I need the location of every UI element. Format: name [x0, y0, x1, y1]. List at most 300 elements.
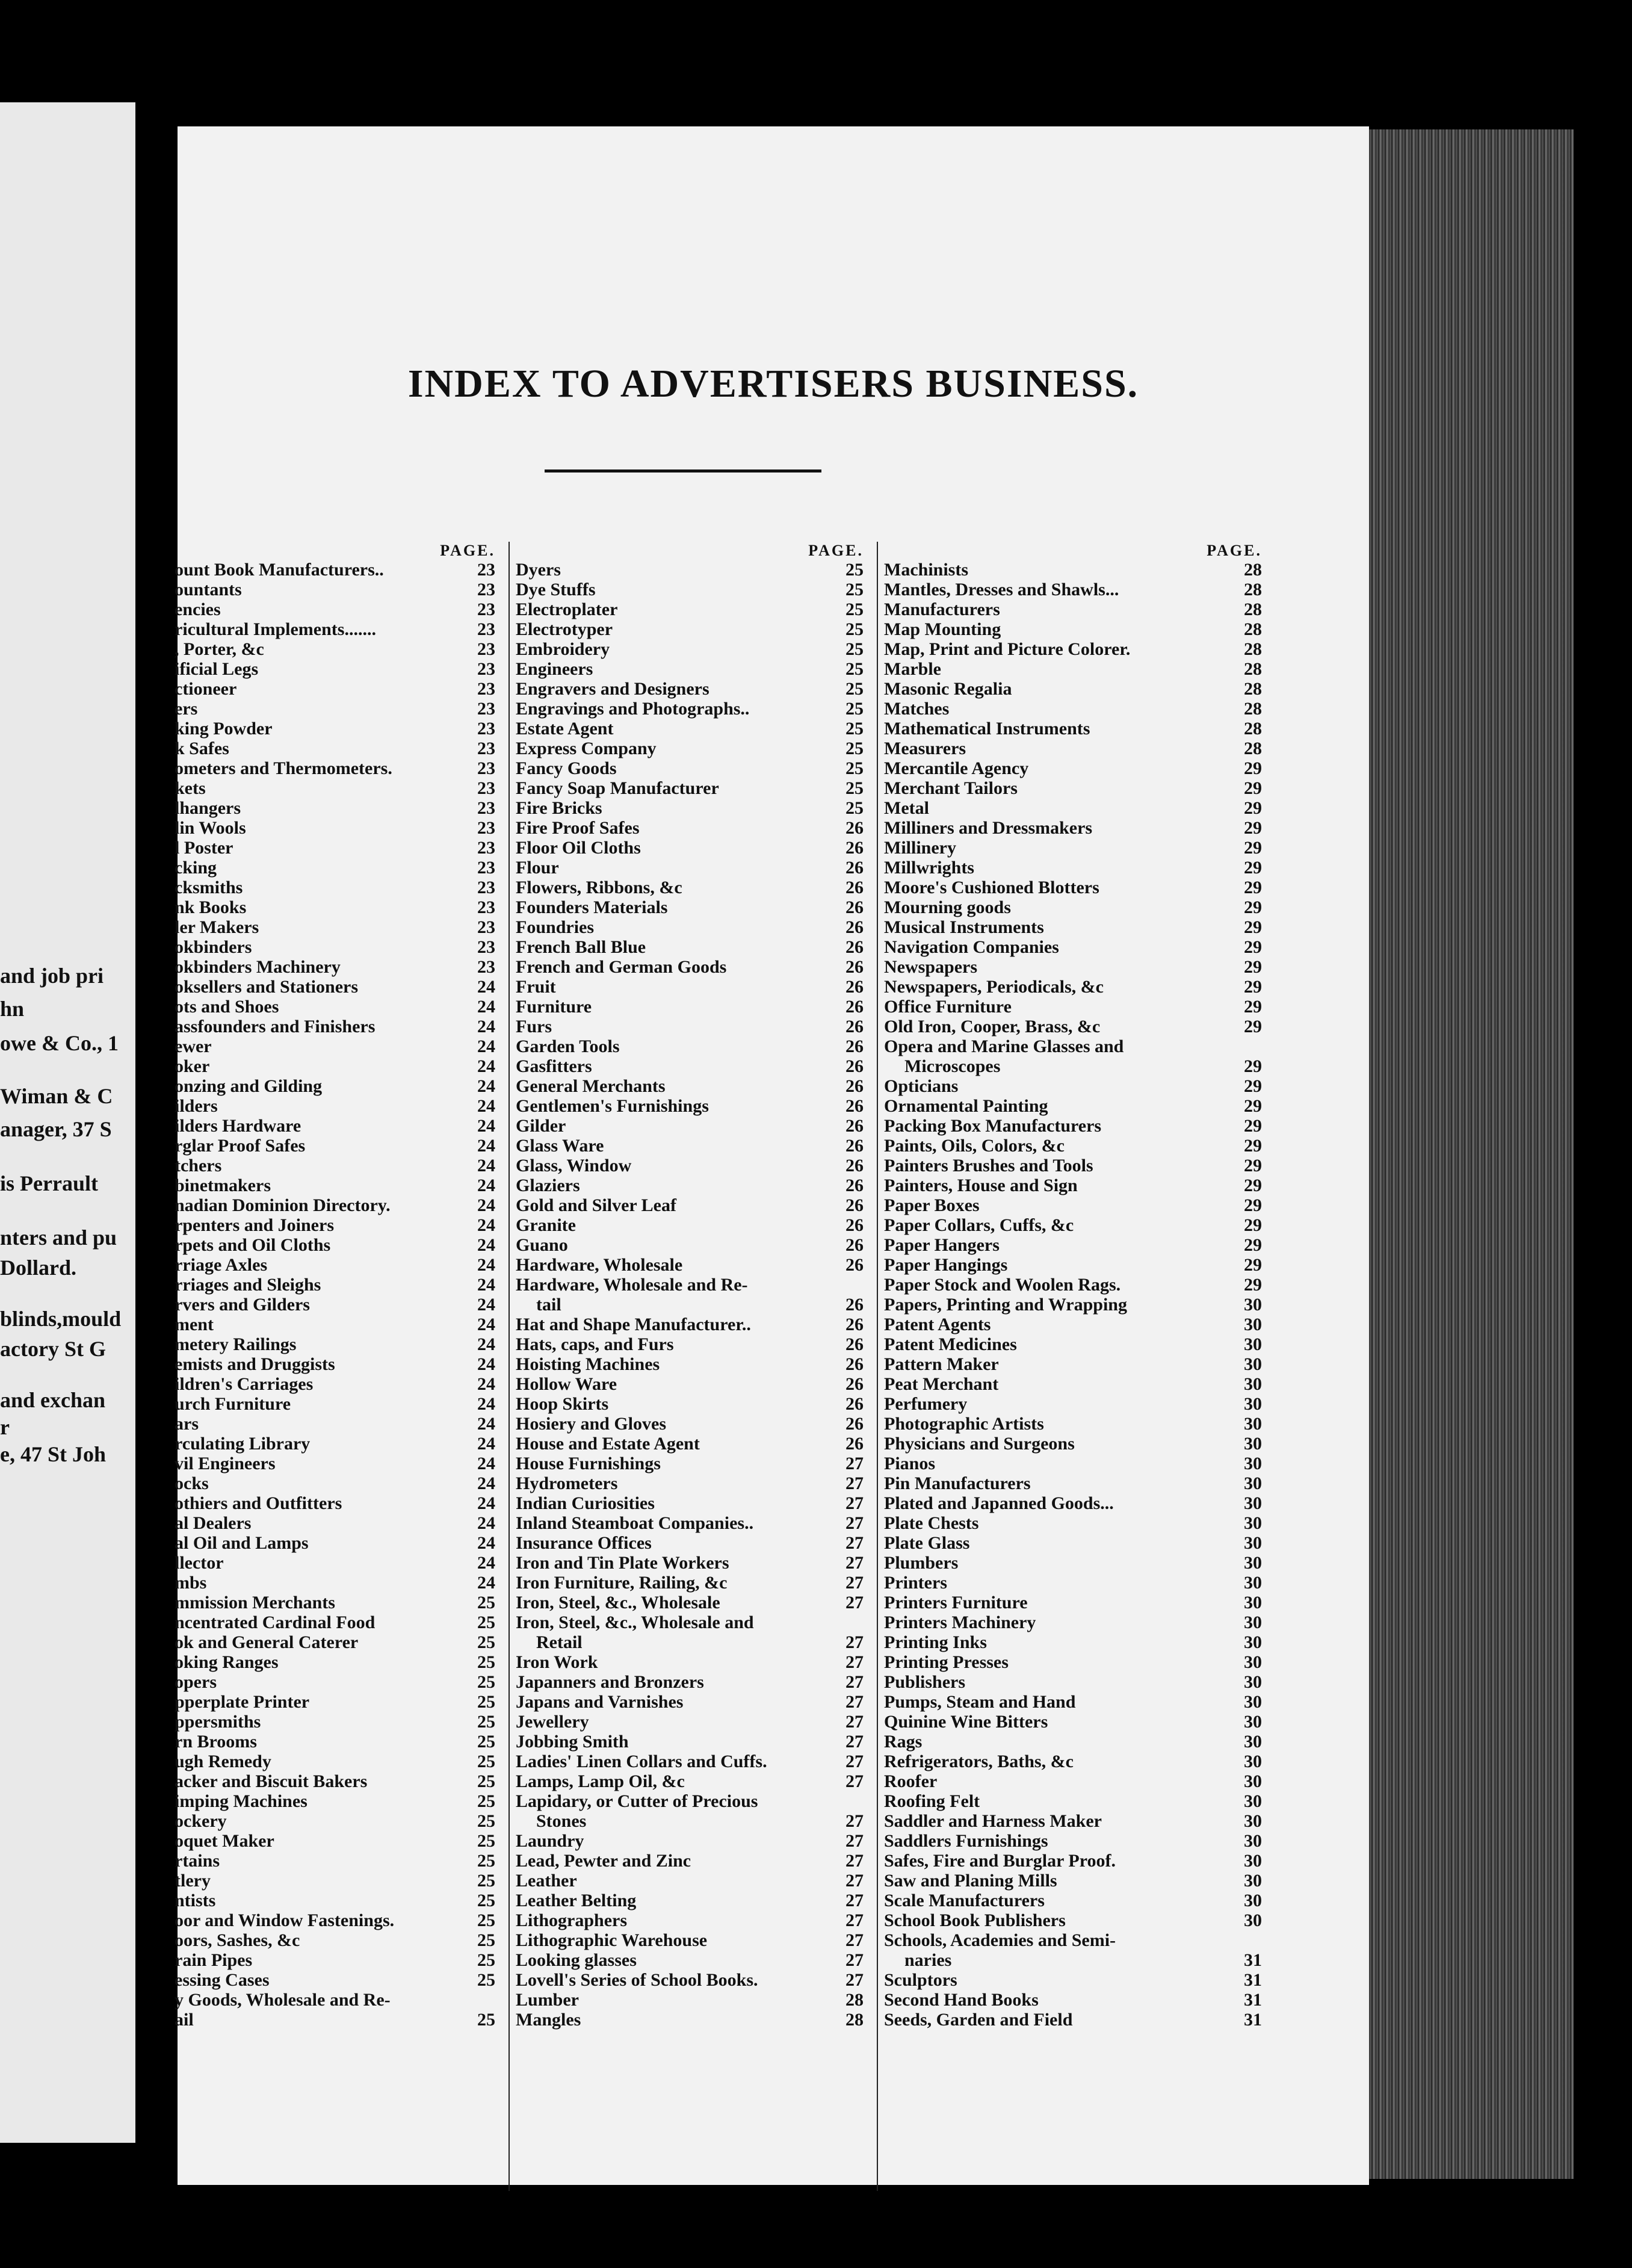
- entry-page-number: 26: [845, 897, 864, 917]
- entry-name: Hoisting Machines: [516, 1354, 660, 1374]
- entry-name: ctioneer: [175, 679, 237, 699]
- index-entry: [175, 977, 496, 997]
- index-entry: [510, 1910, 865, 1930]
- entry-name: rculating Library: [175, 1434, 311, 1454]
- entry-page-number: 29: [1244, 818, 1262, 838]
- entry-name: Fruit: [516, 977, 556, 997]
- entry-page-number: 28: [845, 2010, 864, 2030]
- index-entry: [878, 1652, 1263, 1672]
- entry-page-number: 24: [477, 1513, 495, 1533]
- entry-page-number: 26: [845, 997, 864, 1017]
- entry-name: l Poster: [175, 838, 233, 858]
- left-page-text-fragment: and exchan: [0, 1388, 106, 1412]
- index-entry: [878, 1990, 1263, 2010]
- index-entry: [878, 1950, 1263, 1970]
- entry-name: ugh Remedy: [175, 1752, 271, 1771]
- entry-name: ildren's Carriages: [175, 1374, 314, 1394]
- entry-page-number: 24: [477, 1374, 495, 1394]
- entry-name: Dye Stuffs: [516, 580, 596, 600]
- entry-page-number: 30: [1244, 1473, 1262, 1493]
- entry-name: Musical Instruments: [884, 917, 1044, 937]
- entry-name: lin Wools: [175, 818, 246, 838]
- entry-name: ots and Shoes: [175, 997, 279, 1017]
- entry-name: assfounders and Finishers: [175, 1017, 376, 1036]
- entry-page-number: 27: [845, 1672, 864, 1692]
- entry-name: Masonic Regalia: [884, 679, 1012, 699]
- entry-name: Insurance Offices: [516, 1533, 652, 1553]
- entry-page-number: 25: [477, 1871, 495, 1891]
- entry-name: School Book Publishers: [884, 1910, 1066, 1930]
- entry-page-number: 30: [1244, 1593, 1262, 1613]
- index-entry: [510, 1831, 865, 1851]
- index-entry: [510, 1791, 865, 1811]
- entry-page-number: 31: [1244, 1990, 1262, 2010]
- index-entry: [878, 1235, 1263, 1255]
- entry-page-number: 23: [477, 619, 495, 639]
- entry-name: Furniture: [516, 997, 592, 1017]
- entry-page-number: 26: [845, 838, 864, 858]
- index-entry: [878, 1910, 1263, 1930]
- index-entry: [175, 1374, 496, 1394]
- entry-name: Millwrights: [884, 858, 974, 878]
- entry-page-number: 28: [1244, 739, 1262, 758]
- entry-name: Patent Medicines: [884, 1334, 1017, 1354]
- index-entry: [175, 1871, 496, 1891]
- entry-name: Japans and Varnishes: [516, 1692, 684, 1712]
- index-entry: [878, 1672, 1263, 1692]
- entry-name: ocks: [175, 1473, 209, 1493]
- index-entry: [175, 1811, 496, 1831]
- entry-name: , Porter, &c: [175, 639, 264, 659]
- entry-name: Hoop Skirts: [516, 1394, 609, 1414]
- entry-page-number: 30: [1244, 1791, 1262, 1811]
- index-entry: [175, 957, 496, 977]
- left-page-text-fragment: actory St G: [0, 1337, 106, 1361]
- entry-name: Printing Presses: [884, 1652, 1009, 1672]
- entry-name: Ladies' Linen Collars and Cuffs.: [516, 1752, 767, 1771]
- entry-name: nadian Dominion Directory.: [175, 1195, 391, 1215]
- entry-page-number: 24: [477, 1056, 495, 1076]
- index-entry: [510, 1255, 865, 1275]
- entry-page-number: 30: [1244, 1632, 1262, 1652]
- entry-name: Electroplater: [516, 600, 618, 619]
- entry-page-number: 24: [477, 1017, 495, 1036]
- entry-name: binetmakers: [175, 1176, 271, 1195]
- index-entry: [175, 1950, 496, 1970]
- entry-name: General Merchants: [516, 1076, 666, 1096]
- entry-name: Iron, Steel, &c., Wholesale: [516, 1593, 720, 1613]
- index-entry: [510, 1156, 865, 1176]
- entry-page-number: 23: [477, 600, 495, 619]
- entry-name: Marble: [884, 659, 941, 679]
- index-entry: [878, 1176, 1263, 1195]
- index-entry: [878, 1553, 1263, 1573]
- entry-name: Fancy Soap Manufacturer: [516, 778, 719, 798]
- entry-page-number: 29: [1244, 1076, 1262, 1096]
- index-entry: [510, 1493, 865, 1513]
- entry-name: House and Estate Agent: [516, 1434, 700, 1454]
- index-entry: [510, 1096, 865, 1116]
- index-entry: [510, 997, 865, 1017]
- index-entry: [510, 1851, 865, 1871]
- entry-name: French Ball Blue: [516, 937, 646, 957]
- entry-name: naries: [904, 1950, 952, 1970]
- entry-page-number: 23: [477, 758, 495, 778]
- entry-page-number: 26: [845, 1394, 864, 1414]
- left-page-fragment: [0, 102, 135, 2143]
- index-entry: [510, 1771, 865, 1791]
- entry-page-number: 30: [1244, 1871, 1262, 1891]
- entry-page-number: 29: [1244, 1176, 1262, 1195]
- entry-name: llector: [175, 1553, 224, 1573]
- entry-name: Printers Furniture: [884, 1593, 1028, 1613]
- entry-page-number: 28: [1244, 699, 1262, 719]
- entry-page-number: 30: [1244, 1374, 1262, 1394]
- entry-page-number: 27: [845, 1752, 864, 1771]
- index-entry: [175, 1513, 496, 1533]
- entry-page-number: 25: [845, 619, 864, 639]
- index-entry: [175, 1493, 496, 1513]
- entry-page-number: 29: [1244, 1056, 1262, 1076]
- index-entry: [175, 619, 496, 639]
- entry-name: Merchant Tailors: [884, 778, 1018, 798]
- entry-page-number: 26: [845, 1076, 864, 1096]
- index-entry: [878, 818, 1263, 838]
- entry-page-number: 29: [1244, 838, 1262, 858]
- entry-page-number: 25: [477, 1593, 495, 1613]
- index-entry: [175, 600, 496, 619]
- entry-name: ricultural Implements.......: [175, 619, 376, 639]
- entry-page-number: 26: [845, 1434, 864, 1454]
- entry-name: Papers, Printing and Wrapping: [884, 1295, 1127, 1315]
- entry-name: Paper Boxes: [884, 1195, 980, 1215]
- left-page-text-fragment: anager, 37 S: [0, 1117, 112, 1141]
- entry-name: Embroidery: [516, 639, 610, 659]
- index-entry: [878, 699, 1263, 719]
- entry-page-number: 24: [477, 997, 495, 1017]
- left-page-text-fragment: is Perrault: [0, 1171, 98, 1195]
- entry-name: mmission Merchants: [175, 1593, 335, 1613]
- index-entry: [510, 1334, 865, 1354]
- index-entry: [878, 1195, 1263, 1215]
- entry-page-number: 28: [1244, 560, 1262, 580]
- entry-name: Measurers: [884, 739, 966, 758]
- index-entry: [175, 1156, 496, 1176]
- entry-name: tail: [536, 1295, 561, 1315]
- entry-name: Leather Belting: [516, 1891, 637, 1910]
- index-entry: [510, 1712, 865, 1732]
- index-entry: [878, 957, 1263, 977]
- index-entry: [175, 917, 496, 937]
- index-entry: [175, 1831, 496, 1851]
- index-entry: [510, 1930, 865, 1950]
- entry-name: okbinders Machinery: [175, 957, 341, 977]
- entry-page-number: 23: [477, 917, 495, 937]
- entry-name: Flowers, Ribbons, &c: [516, 878, 682, 897]
- index-entry: [510, 560, 865, 580]
- index-entry: [510, 600, 865, 619]
- entry-page-number: 27: [845, 1573, 864, 1593]
- entry-name: Iron and Tin Plate Workers: [516, 1553, 729, 1573]
- index-entry: [510, 699, 865, 719]
- book-page-edges: [1369, 129, 1574, 2179]
- index-entry: [175, 1017, 496, 1036]
- entry-page-number: 26: [845, 818, 864, 838]
- entry-page-number: 31: [1244, 1970, 1262, 1990]
- index-entry: [878, 1811, 1263, 1831]
- entry-page-number: 30: [1244, 1692, 1262, 1712]
- entry-name: Jewellery: [516, 1712, 589, 1732]
- entry-page-number: 25: [477, 1771, 495, 1791]
- entry-name: Millinery: [884, 838, 956, 858]
- index-entry: [175, 1116, 496, 1136]
- entry-page-number: 30: [1244, 1613, 1262, 1632]
- entry-name: nk Books: [175, 897, 247, 917]
- entry-page-number: 30: [1244, 1712, 1262, 1732]
- entry-page-number: 28: [1244, 619, 1262, 639]
- entry-page-number: 29: [1244, 1275, 1262, 1295]
- entry-page-number: 24: [477, 1414, 495, 1434]
- entry-page-number: 24: [477, 1215, 495, 1235]
- entry-name: al Oil and Lamps: [175, 1533, 309, 1553]
- entry-name: Iron Furniture, Railing, &c: [516, 1573, 728, 1593]
- entry-name: rpenters and Joiners: [175, 1215, 334, 1235]
- index-entry: [175, 1076, 496, 1096]
- index-entry: [878, 600, 1263, 619]
- entry-page-number: 24: [477, 1334, 495, 1354]
- index-entry: [510, 1553, 865, 1573]
- entry-name: Guano: [516, 1235, 568, 1255]
- index-entry: [878, 1473, 1263, 1493]
- entry-name: Lumber: [516, 1990, 579, 2010]
- entry-page-number: 24: [477, 1136, 495, 1156]
- entry-name: Packing Box Manufacturers: [884, 1116, 1102, 1136]
- entry-page-number: 26: [845, 1195, 864, 1215]
- entry-name: Electrotyper: [516, 619, 613, 639]
- entry-page-number: 23: [477, 739, 495, 758]
- entry-name: Estate Agent: [516, 719, 614, 739]
- index-entry: [510, 679, 865, 699]
- index-entry: [175, 937, 496, 957]
- entry-name: Glass, Window: [516, 1156, 632, 1176]
- index-entry: [510, 798, 865, 818]
- entry-name: Flour: [516, 858, 559, 878]
- index-entry: [510, 1593, 865, 1613]
- entry-name: Lovell's Series of School Books.: [516, 1970, 758, 1990]
- entry-name: tchers: [175, 1156, 222, 1176]
- entry-page-number: 29: [1244, 798, 1262, 818]
- index-entry: [878, 997, 1263, 1017]
- entry-name: Mantles, Dresses and Shawls...: [884, 580, 1119, 600]
- index-entry: [175, 997, 496, 1017]
- entry-name: Foundries: [516, 917, 595, 937]
- index-entry: [175, 798, 496, 818]
- entry-name: Express Company: [516, 739, 657, 758]
- index-entry: [175, 818, 496, 838]
- index-entry: [878, 580, 1263, 600]
- entry-name: Matches: [884, 699, 950, 719]
- entry-page-number: 27: [845, 1732, 864, 1752]
- index-column-1: [175, 542, 496, 2191]
- entry-page-number: 26: [845, 957, 864, 977]
- entry-page-number: 25: [845, 699, 864, 719]
- index-entry: [510, 1613, 865, 1632]
- index-entry: [878, 1930, 1263, 1950]
- index-entry: [175, 639, 496, 659]
- index-entry: [175, 1990, 496, 2010]
- title-rule: [545, 469, 821, 472]
- entry-name: Paper Hangings: [884, 1255, 1008, 1275]
- entry-page-number: 25: [477, 1851, 495, 1871]
- entry-name: Navigation Companies: [884, 937, 1059, 957]
- entry-name: Microscopes: [904, 1056, 1001, 1076]
- index-entry: [878, 1632, 1263, 1652]
- entry-page-number: 25: [477, 1613, 495, 1632]
- index-entry: [510, 1235, 865, 1255]
- index-entry: [510, 778, 865, 798]
- index-entry: [175, 1414, 496, 1434]
- entry-page-number: 30: [1244, 1553, 1262, 1573]
- index-entry: [878, 639, 1263, 659]
- index-entry: [510, 1533, 865, 1553]
- index-entry: [510, 917, 865, 937]
- entry-page-number: 24: [477, 1434, 495, 1454]
- entry-page-number: 29: [1244, 897, 1262, 917]
- entry-name: Mangles: [516, 2010, 581, 2030]
- index-entry: [878, 719, 1263, 739]
- index-entry: [510, 897, 865, 917]
- index-entry: [878, 1354, 1263, 1374]
- index-entry: [878, 619, 1263, 639]
- entry-name: ail: [175, 2010, 194, 2030]
- entry-name: cking: [175, 858, 217, 878]
- index-entry: [175, 1891, 496, 1910]
- entry-name: pperplate Printer: [175, 1692, 310, 1712]
- index-entry: [175, 699, 496, 719]
- index-entry: [878, 659, 1263, 679]
- entry-page-number: 23: [477, 659, 495, 679]
- index-entry: [510, 1036, 865, 1056]
- entry-name: Paper Collars, Cuffs, &c: [884, 1215, 1074, 1235]
- index-entry: [878, 1315, 1263, 1334]
- entry-name: Garden Tools: [516, 1036, 620, 1056]
- entry-name: oksellers and Stationers: [175, 977, 359, 997]
- entry-page-number: 24: [477, 1354, 495, 1374]
- entry-page-number: 23: [477, 719, 495, 739]
- index-entry: [175, 679, 496, 699]
- index-entry: [510, 957, 865, 977]
- entry-name: Glaziers: [516, 1176, 580, 1195]
- index-entry: [510, 878, 865, 897]
- entry-name: Map, Print and Picture Colorer.: [884, 639, 1131, 659]
- entry-name: Gentlemen's Furnishings: [516, 1096, 709, 1116]
- entry-page-number: 24: [477, 1176, 495, 1195]
- index-entry: [878, 1891, 1263, 1910]
- index-entry: [510, 1374, 865, 1394]
- entry-page-number: 30: [1244, 1394, 1262, 1414]
- entry-page-number: 30: [1244, 1811, 1262, 1831]
- entry-name: cksmiths: [175, 878, 243, 897]
- entry-name: Opticians: [884, 1076, 959, 1096]
- entry-name: ler Makers: [175, 917, 259, 937]
- entry-name: Photographic Artists: [884, 1414, 1044, 1434]
- index-entry: [878, 1076, 1263, 1096]
- entry-name: House Furnishings: [516, 1454, 661, 1473]
- index-entry: [175, 758, 496, 778]
- entry-page-number: 30: [1244, 1513, 1262, 1533]
- entry-page-number: 26: [845, 917, 864, 937]
- entry-name: ewer: [175, 1036, 212, 1056]
- index-entry: [878, 1434, 1263, 1454]
- entry-page-number: 25: [845, 798, 864, 818]
- index-entry: [175, 1195, 496, 1215]
- index-entry: [175, 1712, 496, 1732]
- index-entry: [878, 937, 1263, 957]
- entry-page-number: 26: [845, 1056, 864, 1076]
- entry-name: Roofing Felt: [884, 1791, 980, 1811]
- entry-page-number: [1228, 1930, 1263, 1950]
- entry-page-number: 26: [845, 1414, 864, 1434]
- entry-page-number: 29: [1244, 878, 1262, 897]
- entry-name: Hardware, Wholesale: [516, 1255, 683, 1275]
- entry-name: Hat and Shape Manufacturer..: [516, 1315, 751, 1334]
- entry-name: Laundry: [516, 1831, 584, 1851]
- entry-name: Engineers: [516, 659, 593, 679]
- index-entry: [878, 1334, 1263, 1354]
- entry-page-number: 25: [845, 778, 864, 798]
- entry-name: oor and Window Fastenings.: [175, 1910, 395, 1930]
- entry-page-number: 30: [1244, 1454, 1262, 1473]
- entry-name: Newspapers: [884, 957, 977, 977]
- entry-name: Founders Materials: [516, 897, 668, 917]
- index-entry: [510, 1295, 865, 1315]
- entry-page-number: 24: [477, 977, 495, 997]
- index-entry: [175, 1692, 496, 1712]
- entry-page-number: 27: [845, 1950, 864, 1970]
- entry-name: Newspapers, Periodicals, &c: [884, 977, 1104, 997]
- entry-page-number: 30: [1244, 1493, 1262, 1513]
- entry-page-number: 26: [845, 1156, 864, 1176]
- entry-name: rriages and Sleighs: [175, 1275, 321, 1295]
- index-entry: [510, 1136, 865, 1156]
- index-entry: [175, 1613, 496, 1632]
- entry-name: Pianos: [884, 1454, 936, 1473]
- index-entry: [175, 1473, 496, 1493]
- entry-name: okbinders: [175, 937, 252, 957]
- entry-name: Hardware, Wholesale and Re-: [516, 1275, 748, 1295]
- index-column-3: [877, 542, 1263, 2191]
- entry-name: Perfumery: [884, 1394, 968, 1414]
- entry-page-number: 29: [1244, 778, 1262, 798]
- index-entry: [510, 818, 865, 838]
- entry-page-number: 30: [1244, 1334, 1262, 1354]
- index-entry: [878, 1771, 1263, 1791]
- left-page-text-fragment: and job pri: [0, 964, 104, 988]
- entry-name: Gasfitters: [516, 1056, 592, 1076]
- index-entry: [878, 1871, 1263, 1891]
- entry-name: ntists: [175, 1891, 216, 1910]
- index-entry: [510, 1652, 865, 1672]
- index-entry: [510, 1076, 865, 1096]
- entry-page-number: 30: [1244, 1434, 1262, 1454]
- entry-name: Floor Oil Cloths: [516, 838, 641, 858]
- entry-page-number: 26: [845, 1374, 864, 1394]
- index-entry: [878, 1374, 1263, 1394]
- index-entry: [510, 1176, 865, 1195]
- entry-page-number: 25: [477, 2010, 495, 2030]
- entry-page-number: 28: [1244, 659, 1262, 679]
- index-entry: [510, 1891, 865, 1910]
